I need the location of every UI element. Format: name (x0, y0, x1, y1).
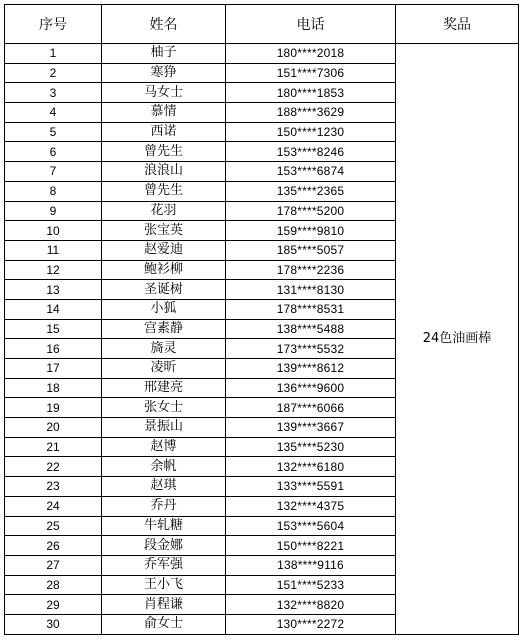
phone-cell: 150****8221 (226, 536, 396, 556)
phone-cell: 135****2365 (226, 181, 396, 201)
serial-number-cell: 2 (5, 63, 102, 83)
name-cell: 马女士 (102, 83, 226, 103)
serial-number-cell: 27 (5, 555, 102, 575)
phone-cell: 139****3667 (226, 418, 396, 438)
serial-number-cell: 6 (5, 142, 102, 162)
phone-cell: 153****8246 (226, 142, 396, 162)
name-cell: 俞女士 (102, 614, 226, 634)
serial-number-cell: 19 (5, 398, 102, 418)
name-cell: 赵琪 (102, 477, 226, 497)
serial-number-cell: 21 (5, 437, 102, 457)
header-name: 姓名 (102, 5, 226, 44)
name-cell: 圣诞树 (102, 280, 226, 300)
phone-cell: 138****9116 (226, 555, 396, 575)
name-cell: 曾先生 (102, 142, 226, 162)
table-row (5, 44, 519, 64)
name-cell: 慕情 (102, 103, 226, 123)
phone-cell: 150****1230 (226, 122, 396, 142)
name-cell: 宫素静 (102, 319, 226, 339)
name-cell: 旖灵 (102, 339, 226, 359)
phone-cell: 180****1853 (226, 83, 396, 103)
phone-cell: 151****5233 (226, 575, 396, 595)
phone-cell: 185****5057 (226, 240, 396, 260)
serial-number-cell: 28 (5, 575, 102, 595)
phone-cell: 180****2018 (226, 44, 396, 64)
serial-number-cell: 9 (5, 201, 102, 221)
name-cell: 乔丹 (102, 496, 226, 516)
phone-cell: 178****8531 (226, 299, 396, 319)
header-prize: 奖品 (396, 5, 519, 44)
phone-cell: 178****5200 (226, 201, 396, 221)
phone-cell: 132****6180 (226, 457, 396, 477)
serial-number-cell: 7 (5, 162, 102, 182)
serial-number-cell: 22 (5, 457, 102, 477)
serial-number-cell: 8 (5, 181, 102, 201)
name-cell: 曾先生 (102, 181, 226, 201)
phone-cell: 153****5604 (226, 516, 396, 536)
name-cell: 凌昕 (102, 359, 226, 379)
prize-cell: 24色油画棒 (396, 44, 519, 635)
serial-number-cell: 5 (5, 122, 102, 142)
phone-cell: 139****8612 (226, 359, 396, 379)
phone-cell: 133****5591 (226, 477, 396, 497)
winners-table (4, 4, 519, 635)
serial-number-cell: 13 (5, 280, 102, 300)
name-cell: 余帆 (102, 457, 226, 477)
name-cell: 寒狰 (102, 63, 226, 83)
serial-number-cell: 26 (5, 536, 102, 556)
header-serial-number: 序号 (5, 5, 102, 44)
phone-cell: 136****9600 (226, 378, 396, 398)
name-cell: 花羽 (102, 201, 226, 221)
phone-cell: 187****6066 (226, 398, 396, 418)
name-cell: 王小飞 (102, 575, 226, 595)
phone-cell: 132****8820 (226, 595, 396, 615)
name-cell: 浪浪山 (102, 162, 226, 182)
serial-number-cell: 29 (5, 595, 102, 615)
serial-number-cell: 24 (5, 496, 102, 516)
name-cell: 张女士 (102, 398, 226, 418)
serial-number-cell: 14 (5, 299, 102, 319)
name-cell: 肖程谦 (102, 595, 226, 615)
name-cell: 柚子 (102, 44, 226, 64)
serial-number-cell: 11 (5, 240, 102, 260)
header-row (5, 5, 519, 44)
phone-cell: 131****8130 (226, 280, 396, 300)
phone-cell: 151****7306 (226, 63, 396, 83)
phone-cell: 159****9810 (226, 221, 396, 241)
serial-number-cell: 1 (5, 44, 102, 64)
serial-number-cell: 10 (5, 221, 102, 241)
name-cell: 段金娜 (102, 536, 226, 556)
name-cell: 景振山 (102, 418, 226, 438)
serial-number-cell: 18 (5, 378, 102, 398)
serial-number-cell: 20 (5, 418, 102, 438)
name-cell: 鲍衫柳 (102, 260, 226, 280)
serial-number-cell: 25 (5, 516, 102, 536)
phone-cell: 178****2236 (226, 260, 396, 280)
serial-number-cell: 15 (5, 319, 102, 339)
phone-cell: 138****5488 (226, 319, 396, 339)
name-cell: 赵博 (102, 437, 226, 457)
header-phone: 电话 (226, 5, 396, 44)
name-cell: 乔军强 (102, 555, 226, 575)
phone-cell: 153****6874 (226, 162, 396, 182)
phone-cell: 188****3629 (226, 103, 396, 123)
serial-number-cell: 4 (5, 103, 102, 123)
name-cell: 张宝英 (102, 221, 226, 241)
phone-cell: 132****4375 (226, 496, 396, 516)
name-cell: 西诺 (102, 122, 226, 142)
name-cell: 邢建亮 (102, 378, 226, 398)
phone-cell: 173****5532 (226, 339, 396, 359)
table-body (5, 44, 519, 635)
phone-cell: 130****2272 (226, 614, 396, 634)
serial-number-cell: 16 (5, 339, 102, 359)
name-cell: 赵爱迪 (102, 240, 226, 260)
serial-number-cell: 30 (5, 614, 102, 634)
serial-number-cell: 12 (5, 260, 102, 280)
serial-number-cell: 23 (5, 477, 102, 497)
serial-number-cell: 3 (5, 83, 102, 103)
name-cell: 小狐 (102, 299, 226, 319)
phone-cell: 135****5230 (226, 437, 396, 457)
name-cell: 牛轧糖 (102, 516, 226, 536)
serial-number-cell: 17 (5, 359, 102, 379)
